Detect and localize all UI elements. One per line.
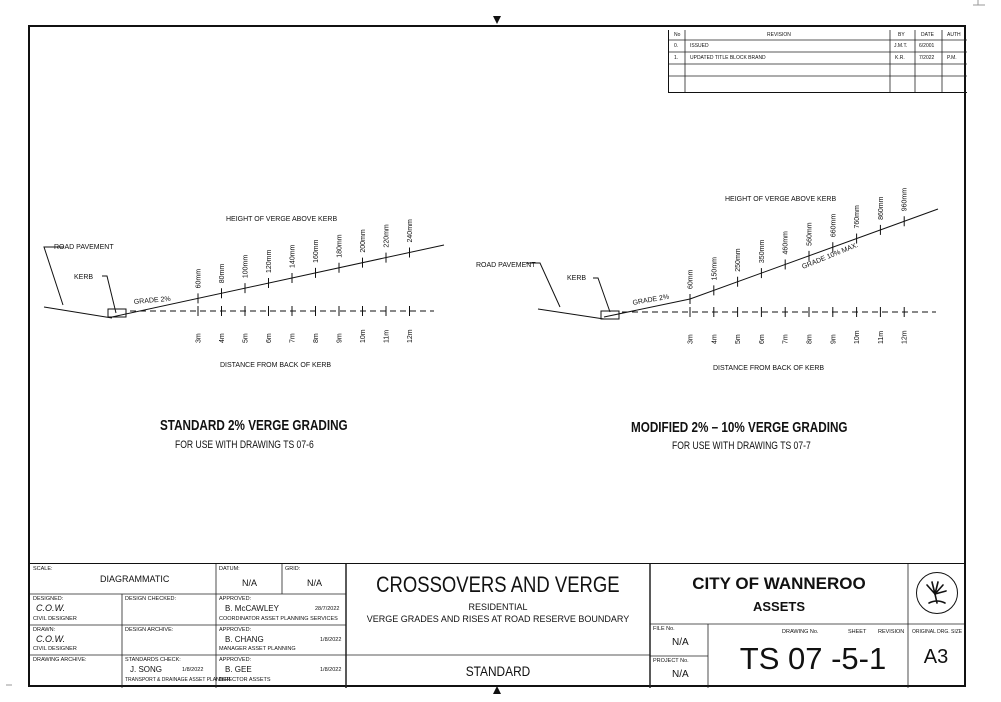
right-distance-label: 9m bbox=[830, 334, 838, 344]
right-distance-label: 6m bbox=[758, 334, 766, 344]
right-height-label: 560mm bbox=[806, 222, 814, 246]
drawing-no-label: DRAWING No. bbox=[782, 629, 819, 635]
drawn-label: DRAWN: bbox=[33, 627, 56, 633]
right-road-pavement-label: ROAD PAVEMENT bbox=[476, 262, 536, 269]
right-height-label: 60mm bbox=[687, 269, 695, 289]
left-height-label: 240mm bbox=[407, 219, 414, 243]
city-of-wanneroo-logo bbox=[916, 572, 958, 614]
standards-role: TRANSPORT & DRAINAGE ASSET PLANNER bbox=[125, 677, 231, 683]
approved1-name: B. McCAWLEY bbox=[225, 604, 279, 613]
designed-value: C.O.W. bbox=[36, 603, 66, 613]
approved2-label: APPROVED: bbox=[219, 627, 252, 633]
approved3-label: APPROVED: bbox=[219, 657, 252, 663]
orig-size-label: ORIGINAL DRG. SIZE bbox=[912, 629, 963, 635]
datum-label: DATUM: bbox=[219, 566, 240, 572]
left-height-label: 120mm bbox=[266, 249, 273, 274]
left-title: STANDARD 2% VERGE GRADING bbox=[160, 417, 348, 434]
right-distance-label: 10m bbox=[854, 330, 862, 344]
right-grade-max-label: GRADE 10% MAX. bbox=[801, 241, 860, 271]
grid-label: GRID: bbox=[285, 566, 301, 572]
verge-grading-diagrams bbox=[30, 27, 964, 557]
left-height-label: 220mm bbox=[383, 224, 391, 248]
left-height-label: 200mm bbox=[360, 229, 367, 253]
approved2-name: B. CHANG bbox=[225, 635, 264, 644]
right-height-heading: HEIGHT OF VERGE ABOVE KERB bbox=[725, 196, 837, 203]
org-name: CITY OF WANNEROO bbox=[692, 574, 866, 593]
right-road-pavement-leader bbox=[526, 263, 560, 307]
rev-header-date: DATE bbox=[921, 32, 934, 38]
left-height-heading: HEIGHT OF VERGE ABOVE KERB bbox=[226, 216, 338, 223]
left-distance-caption: DISTANCE FROM BACK OF KERB bbox=[220, 362, 332, 369]
drawn-value: C.O.W. bbox=[36, 634, 66, 644]
scale-label: SCALE: bbox=[33, 566, 53, 572]
right-geometry bbox=[526, 209, 938, 319]
left-kerb-label: KERB bbox=[74, 274, 94, 281]
title-block bbox=[30, 563, 964, 688]
standards-name: J. SONG bbox=[130, 665, 163, 674]
right-height-label: 460mm bbox=[782, 231, 790, 255]
right-road-line bbox=[538, 309, 604, 319]
right-kerb-shape bbox=[601, 311, 619, 319]
standards-check-label: STANDARDS CHECK: bbox=[125, 657, 181, 663]
right-height-label: 760mm bbox=[854, 205, 862, 229]
designed-label: DESIGNED: bbox=[33, 596, 64, 602]
right-height-label: 960mm bbox=[901, 187, 909, 212]
right-height-label: 150mm bbox=[711, 257, 719, 281]
left-height-label: 60mm bbox=[195, 268, 203, 289]
right-distance-label: 3m bbox=[687, 334, 695, 344]
sheet-label: SHEET bbox=[848, 629, 867, 635]
right-distance-label: 4m bbox=[711, 334, 719, 344]
revision-label: REVISION bbox=[878, 629, 905, 635]
rev-row-1-date: 7/2022 bbox=[919, 55, 935, 61]
left-distance-label: 7m bbox=[289, 333, 297, 343]
right-grade-label: GRADE 2% bbox=[632, 293, 670, 307]
drawing-main-title: CROSSOVERS AND VERGE bbox=[376, 572, 620, 597]
diagram-text bbox=[54, 196, 862, 372]
rev-row-0-by: J.M.T. bbox=[894, 43, 908, 49]
left-road-pavement-label: ROAD PAVEMENT bbox=[54, 244, 114, 251]
right-title: MODIFIED 2% – 10% VERGE GRADING bbox=[631, 419, 848, 436]
left-distance-label: 10m bbox=[360, 329, 367, 343]
left-height-label: 140mm bbox=[289, 244, 297, 268]
approved3-date: 1/8/2022 bbox=[320, 667, 342, 673]
approved3-role: DIRECTOR ASSETS bbox=[219, 677, 271, 683]
drawing-archive-label: DRAWING ARCHIVE: bbox=[33, 657, 87, 663]
right-distance-caption: DISTANCE FROM BACK OF KERB bbox=[713, 365, 825, 372]
left-ticks bbox=[196, 219, 415, 343]
drawing-status: STANDARD bbox=[465, 663, 531, 679]
left-grade-label: GRADE 2% bbox=[133, 295, 172, 306]
right-height-label: 350mm bbox=[758, 239, 766, 264]
left-distance-label: 12m bbox=[407, 329, 414, 343]
left-distance-label: 5m bbox=[242, 333, 250, 343]
file-no-value: N/A bbox=[672, 637, 689, 648]
left-kerb-leader bbox=[102, 276, 116, 313]
right-ticks bbox=[688, 188, 909, 344]
scale-value: DIAGRAMMATIC bbox=[100, 574, 170, 584]
grid-value: N/A bbox=[307, 578, 323, 588]
left-height-label: 100mm bbox=[242, 254, 250, 279]
right-height-label: 250mm bbox=[735, 248, 743, 272]
left-distance-label: 9m bbox=[336, 333, 344, 343]
rev-row-1-no: 1. bbox=[674, 55, 679, 61]
left-road-pavement-leader bbox=[44, 247, 64, 305]
left-distance-label: 11m bbox=[383, 329, 391, 343]
approved1-role: COORDINATOR ASSET PLANNING SERVICES bbox=[219, 616, 338, 622]
right-kerb-leader bbox=[593, 278, 610, 312]
file-no-label: FILE No. bbox=[653, 626, 675, 632]
left-verge-line bbox=[112, 245, 444, 317]
left-height-label: 80mm bbox=[219, 263, 226, 284]
approved2-date: 1/8/2022 bbox=[320, 637, 342, 643]
right-distance-label: 5m bbox=[735, 334, 743, 344]
rev-header-by: BY bbox=[898, 32, 905, 38]
drawn-role: CIVIL DESIGNER bbox=[33, 646, 77, 652]
approved1-date: 28/7/2022 bbox=[315, 606, 340, 612]
approved3-name: B. GEE bbox=[225, 665, 252, 674]
drawing-subtitle-1: RESIDENTIAL bbox=[468, 602, 528, 612]
right-distance-label: 8m bbox=[806, 334, 814, 344]
design-archive-label: DESIGN ARCHIVE: bbox=[125, 627, 174, 633]
left-distance-label: 6m bbox=[266, 333, 273, 343]
drawing-number: TS 07 -5-1 bbox=[739, 641, 887, 676]
rev-header-auth: AUTH bbox=[947, 32, 961, 38]
left-distance-label: 8m bbox=[313, 333, 320, 343]
left-subtitle: FOR USE WITH DRAWING TS 07-6 bbox=[175, 439, 314, 451]
datum-value: N/A bbox=[242, 578, 258, 588]
project-no-label: PROJECT No. bbox=[653, 658, 689, 664]
orig-size-value: A3 bbox=[923, 646, 949, 668]
top-centre-marker bbox=[493, 16, 501, 24]
designed-role: CIVIL DESIGNER bbox=[33, 616, 77, 622]
rev-row-1-by: K.R. bbox=[895, 55, 905, 61]
rev-row-0-revision: ISSUED bbox=[690, 43, 709, 49]
right-subtitle: FOR USE WITH DRAWING TS 07-7 bbox=[672, 440, 811, 452]
approved1-label: APPROVED: bbox=[219, 596, 252, 602]
right-kerb-label: KERB bbox=[567, 275, 587, 282]
org-dept: ASSETS bbox=[752, 599, 805, 614]
left-distance-label: 3m bbox=[195, 333, 203, 343]
drawing-subtitle-2: VERGE GRADES AND RISES AT ROAD RESERVE BOUNDARY bbox=[366, 614, 630, 624]
approved2-role: MANAGER ASSET PLANNING bbox=[219, 646, 296, 652]
drawing-sheet bbox=[28, 25, 966, 687]
rev-header-no: No bbox=[674, 32, 681, 38]
right-height-label: 660mm bbox=[830, 213, 838, 238]
rev-row-1-revision: UPDATED TITLE BLOCK BRAND bbox=[690, 55, 766, 61]
right-distance-label: 11m bbox=[877, 330, 885, 344]
rev-header-revision: REVISION bbox=[767, 32, 791, 38]
left-distance-label: 4m bbox=[219, 333, 226, 343]
right-distance-label: 12m bbox=[901, 330, 909, 344]
right-height-label: 860mm bbox=[877, 196, 885, 220]
right-distance-label: 7m bbox=[782, 334, 790, 344]
standards-date: 1/8/2022 bbox=[182, 667, 204, 673]
left-height-label: 180mm bbox=[336, 234, 344, 258]
rev-row-1-auth: P.M. bbox=[947, 55, 957, 61]
rev-row-0-no: 0. bbox=[674, 43, 679, 49]
left-height-label: 160mm bbox=[313, 239, 320, 263]
rev-row-0-date: 6/2001 bbox=[919, 43, 935, 49]
left-road-line bbox=[44, 307, 112, 318]
project-no-value: N/A bbox=[672, 669, 689, 680]
design-checked-label: DESIGN CHECKED: bbox=[125, 596, 177, 602]
